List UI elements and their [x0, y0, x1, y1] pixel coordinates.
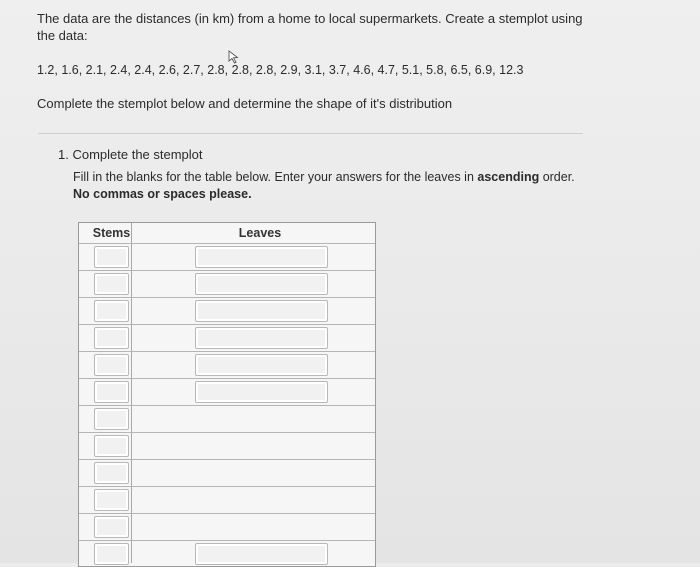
row-divider [79, 486, 375, 487]
column-separator [131, 223, 132, 563]
leaf-input[interactable] [195, 381, 328, 403]
part-title: 1. Complete the stemplot [58, 147, 203, 162]
leaf-input[interactable] [195, 300, 328, 322]
row-divider [79, 405, 375, 406]
row-divider [79, 459, 375, 460]
stem-input[interactable] [94, 354, 129, 376]
leaf-input[interactable] [195, 543, 328, 565]
stem-input[interactable] [94, 273, 129, 295]
leaf-input[interactable] [195, 354, 328, 376]
instructions-text-a: Fill in the blanks for the table below. Enter your answers for the leaves in [73, 170, 478, 184]
row-divider [79, 351, 375, 352]
leaf-input[interactable] [195, 327, 328, 349]
row-divider [79, 243, 375, 244]
row-divider [79, 297, 375, 298]
stems-header: Stems [92, 226, 131, 240]
stem-input[interactable] [94, 516, 129, 538]
stem-input[interactable] [94, 462, 129, 484]
row-divider [79, 540, 375, 541]
stem-input[interactable] [94, 300, 129, 322]
stem-input[interactable] [94, 381, 129, 403]
row-divider [79, 513, 375, 514]
leaf-input[interactable] [195, 246, 328, 268]
row-divider [79, 270, 375, 271]
part-instructions [73, 169, 593, 203]
stem-input[interactable] [94, 489, 129, 511]
instructions-bold-ascending: ascending [477, 170, 540, 184]
pointer-cursor-icon [228, 50, 240, 64]
stem-input[interactable] [94, 435, 129, 457]
row-divider [79, 324, 375, 325]
stem-input[interactable] [94, 543, 129, 565]
stem-input[interactable] [94, 327, 129, 349]
row-divider [79, 432, 375, 433]
stem-input[interactable] [94, 408, 129, 430]
leaves-header: Leaves [238, 226, 282, 240]
instructions-bold-no-commas: No commas or spaces please. [73, 187, 252, 201]
row-divider [79, 378, 375, 379]
section-divider [38, 133, 583, 134]
stem-input[interactable] [94, 246, 129, 268]
instructions-text-b: order. [539, 170, 575, 184]
instruction-text: Complete the stemplot below and determine the shape of it's distribution [37, 96, 453, 111]
leaf-input[interactable] [195, 273, 328, 295]
question-intro: The data are the distances (in km) from a home to local supermarkets. Create a stemplot using the data: [37, 11, 583, 43]
data-values: 1.2, 1.6, 2.1, 2.4, 2.4, 2.6, 2.7, 2.8, 2.8, 2.8, 2.9, 3.1, 3.7, 4.6, 4.7, 5.1, 5.8, 6.5, 6.9, 12.3 [37, 63, 524, 77]
